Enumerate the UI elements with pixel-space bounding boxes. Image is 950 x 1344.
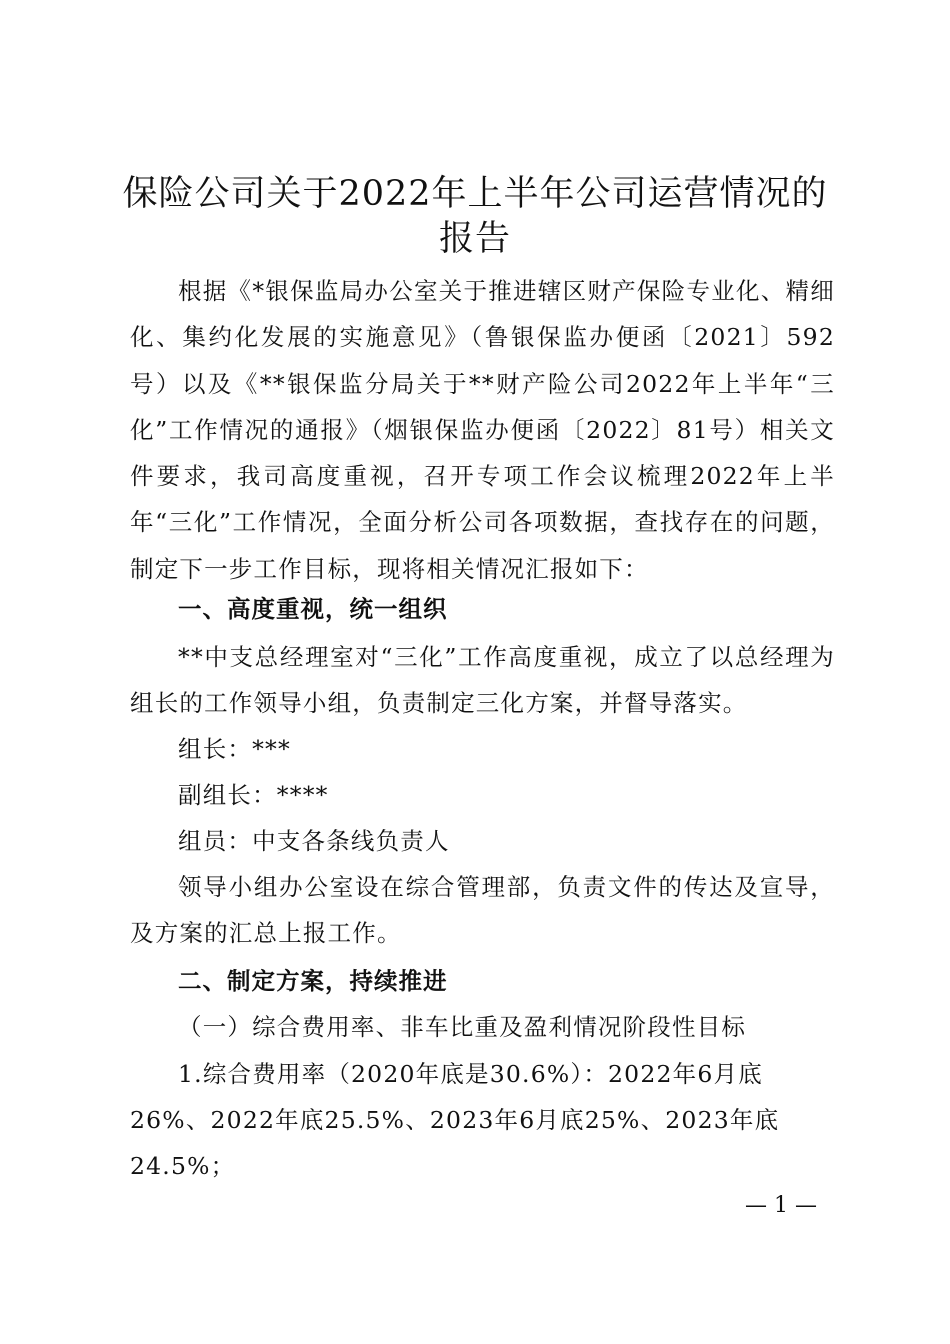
group-members: 组员：中支各条线负责人: [178, 827, 450, 855]
document-title-line2: 报告: [438, 219, 511, 259]
section1-heading: 一、高度重视，统一组织: [178, 595, 448, 623]
item1-line3: 24.5%；: [130, 1152, 236, 1180]
item1-line1: 1.综合费用率（2020年底是30.6%）：2022年6月底: [178, 1060, 763, 1088]
intro-paragraph: 根据《*银保监局办公室关于推进辖区财产保险专业化、精细化、集约化发展的实施意见》（鲁银保监办便函〔2021〕592号）以及《**银保监分局关于**财产险公司2022年上半年“三化”工作情况的通报》（烟银保监办便函〔2022〕81号）相关文件要求，我司高度重视，召开专项工作会议梳理2022年上半年“三化”工作情况，全面分析公司各项数据，查找存在的问题，制定下一步工作目标，现将相关情况汇报如下：: [130, 277, 835, 583]
section1-paragraph: **中支总经理室对“三化”工作高度重视，成立了以总经理为组长的工作领导小组，负责制定三化方案，并督导落实。: [130, 643, 835, 718]
office-paragraph: 领导小组办公室设在综合管理部，负责文件的传达及宣导，及方案的汇总上报工作。: [130, 873, 835, 948]
document-title-line1: 保险公司关于2022年上半年公司运营情况的: [122, 174, 828, 214]
section2-heading: 二、制定方案，持续推进: [178, 967, 448, 995]
subsection1-heading: （一）综合费用率、非车比重及盈利情况阶段性目标: [178, 1013, 747, 1041]
item1-line2: 26%、2022年底25.5%、2023年6月底25%、2023年底: [130, 1106, 780, 1134]
page-number: — 1 —: [745, 1193, 817, 1218]
deputy-group-leader: 副组长：****: [178, 781, 329, 809]
group-leader: 组长：***: [178, 735, 291, 763]
